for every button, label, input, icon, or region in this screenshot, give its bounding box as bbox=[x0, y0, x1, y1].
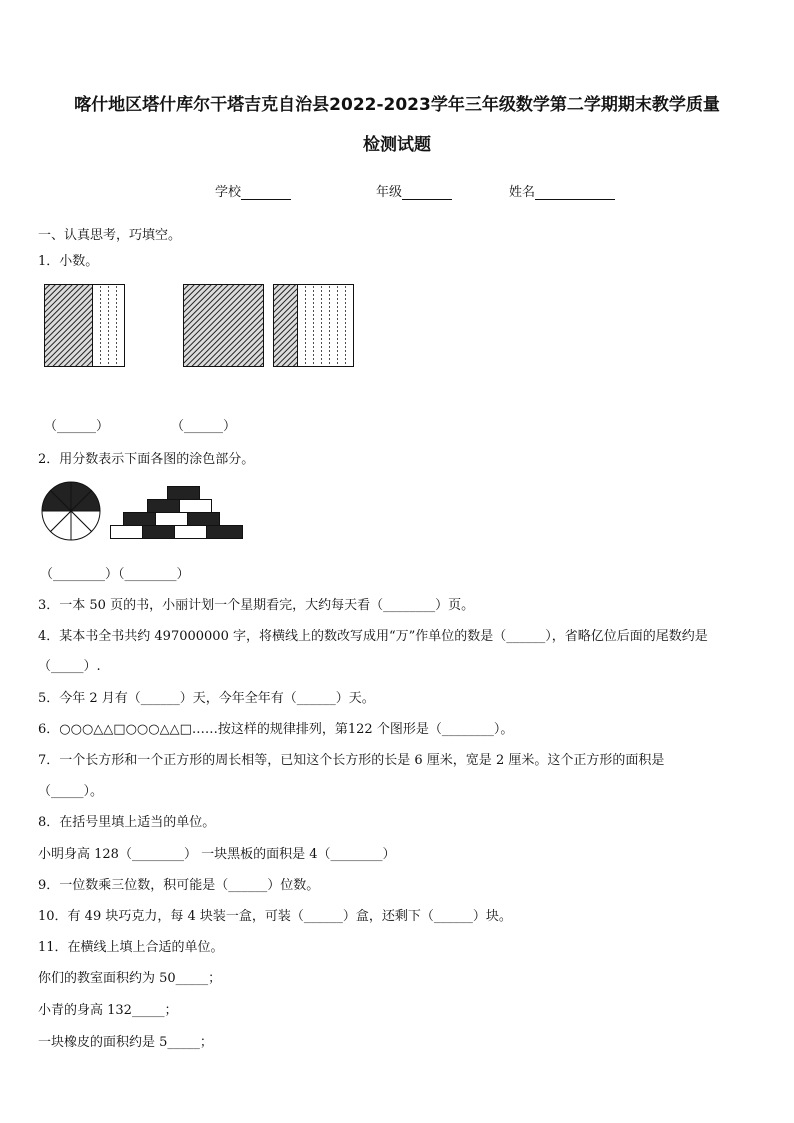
question-4-line1: 4．某本书全书共约 497000000 字，将横线上的数改写成用“万”作单位的数是（______），省略亿位后面的尾数约是 bbox=[38, 629, 708, 644]
question-3: 3．一本 50 页的书，小丽计划一个星期看完，大约每天看（________）页。 bbox=[38, 598, 475, 613]
section-heading: 一、认真思考，巧填空。 bbox=[38, 228, 182, 243]
question-11-line3: 一块橡皮的面积约是 5_____； bbox=[38, 1035, 213, 1050]
circle-fraction-figure bbox=[40, 480, 102, 542]
question-8-label: 8．在括号里填上适当的单位。 bbox=[38, 815, 216, 830]
question-11-line1: 你们的教室面积约为 50_____； bbox=[38, 971, 222, 986]
question-11-line2: 小青的身高 132_____； bbox=[38, 1003, 178, 1018]
question-1-label: 1．小数。 bbox=[38, 254, 99, 269]
grade-field[interactable] bbox=[376, 181, 452, 200]
question-2-label: 2．用分数表示下面各图的涂色部分。 bbox=[38, 452, 255, 467]
school-field[interactable] bbox=[215, 181, 291, 200]
school-blank[interactable] bbox=[241, 186, 291, 200]
question-6: 6．○○○△△□○○○△△□……按这样的规律排列，第122 个图形是（________）。 bbox=[38, 722, 514, 737]
page-title: 喀什地区塔什库尔干塔吉克自治县2022-2023学年三年级数学第二学期期末教学质量 bbox=[74, 95, 720, 115]
page-title-line2: 检测试题 bbox=[363, 135, 431, 155]
question-4-line2: （_____）. bbox=[38, 659, 101, 674]
question-1-answer-left[interactable]: （______） bbox=[44, 419, 110, 434]
question-8-line: 小明身高 128（________） 一块黑板的面积是 4（________） bbox=[38, 847, 396, 862]
question-5: 5．今年 2 月有（______）天，今年全年有（______）天。 bbox=[38, 691, 375, 706]
grade-label: 年级 bbox=[376, 185, 403, 200]
decimal-square-1 bbox=[44, 284, 126, 368]
question-10: 10．有 49 块巧克力，每 4 块装一盒，可装（______）盒，还剩下（______）块。 bbox=[38, 909, 512, 924]
question-7-line1: 7．一个长方形和一个正方形的周长相等，已知这个长方形的长是 6 厘米，宽是 2 厘米。这个正方形的面积是 bbox=[38, 753, 665, 768]
brick-wall-figure bbox=[110, 486, 248, 542]
school-label: 学校 bbox=[215, 185, 242, 200]
question-9: 9．一位数乘三位数，积可能是（______）位数。 bbox=[38, 878, 320, 893]
name-field[interactable] bbox=[509, 181, 615, 200]
decimal-square-3 bbox=[273, 284, 355, 368]
question-7-line2: （_____）。 bbox=[38, 784, 104, 799]
question-2-answers[interactable]: （________）（________） bbox=[40, 567, 190, 582]
grade-blank[interactable] bbox=[402, 186, 452, 200]
name-blank[interactable] bbox=[535, 186, 615, 200]
decimal-square-2 bbox=[183, 284, 265, 368]
name-label: 姓名 bbox=[509, 185, 536, 200]
question-1-answer-right[interactable]: （______） bbox=[171, 419, 237, 434]
question-11-label: 11．在横线上填上合适的单位。 bbox=[38, 940, 224, 955]
